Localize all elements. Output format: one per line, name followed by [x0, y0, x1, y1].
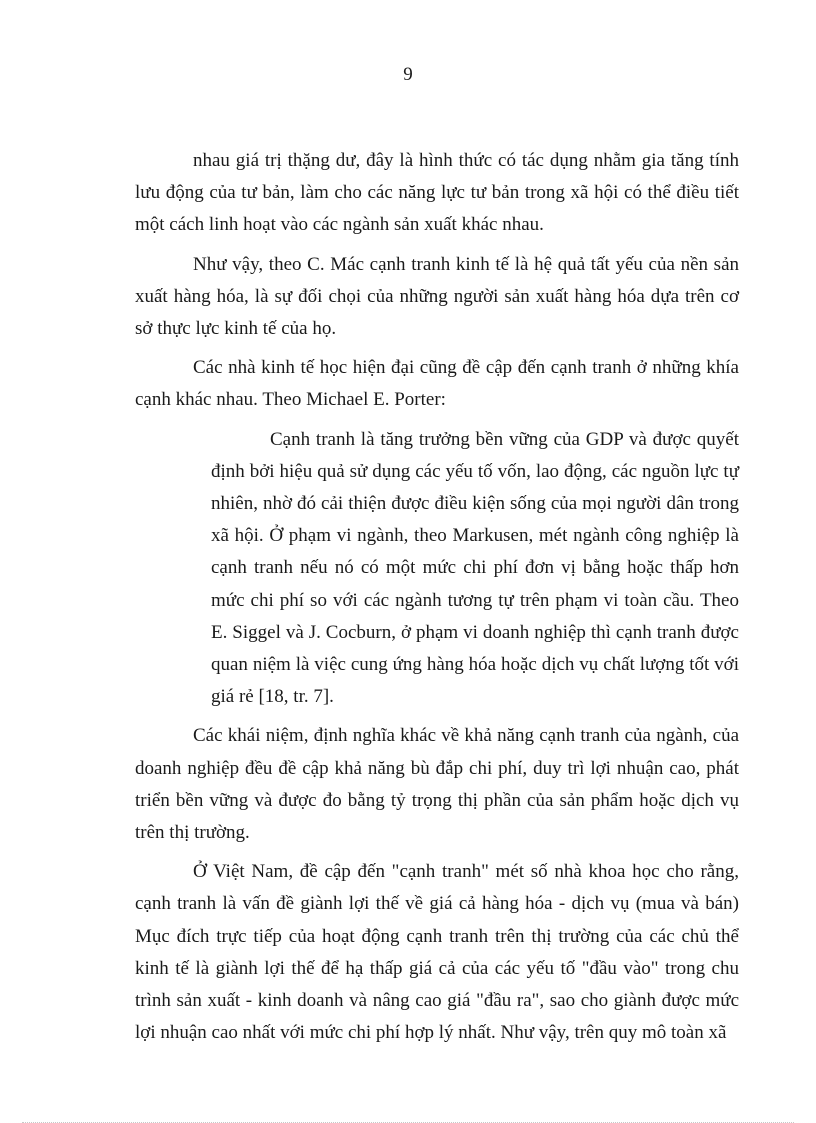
- paragraph-continued: nhau giá trị thặng dư, đây là hình thức có tác dụng nhằm gia tăng tính lưu động của tư bản, làm cho các năng lực tư bản trong xã hội có thể điều tiết một cách linh hoạt vào các ngành sản xuất khác nhau.: [135, 150, 739, 236]
- block-quote-porter: Cạnh tranh là tăng trưởng bền vững của GDP và được quyết định bởi hiệu quả sử dụng các yếu tố vốn, lao động, các nguồn lực tự nhiên, nhờ đó cải thiện được điều kiện sống của mọi người dân trong xã hội. Ở phạm vi ngành, theo Markusen, mét ngành công nghiệp là cạnh tranh nếu nó có một mức chi phí đơn vị bằng hoặc thấp hơn mức chi phí so với các ngành tương tự trên phạm vi toàn cầu. Theo E. Siggel và J. Cocburn, ở phạm vi doanh nghiệp thì cạnh tranh được quan niệm là việc cung ứng hàng hóa hoặc dịch vụ chất lượng tốt với giá rẻ [18, tr. 7].: [211, 428, 739, 708]
- paragraph-modern-economists: Các nhà kinh tế học hiện đại cũng đề cập đến cạnh tranh ở những khía cạnh khác nhau. Theo Michael E. Porter:: [135, 357, 739, 411]
- paragraph-definitions: Các khái niệm, định nghĩa khác về khả năng cạnh tranh của ngành, của doanh nghiệp đều đề cập khả năng bù đắp chi phí, duy trì lợi nhuận cao, phát triển bền vững và được đo bằng tỷ trọng thị phần của sản phẩm hoặc dịch vụ trên thị trường.: [135, 725, 739, 844]
- page-number: 9: [403, 64, 413, 85]
- paragraph-marx-competition: Như vậy, theo C. Mác cạnh tranh kinh tế là hệ quả tất yếu của nền sản xuất hàng hóa, là sự đối chọi của những người sản xuất hàng hóa dựa trên cơ sở thực lực kinh tế của họ.: [135, 253, 739, 340]
- document-body: [135, 145, 739, 1056]
- paragraph-vietnam: Ở Việt Nam, đề cập đến "cạnh tranh" mét số nhà khoa học cho rằng, cạnh tranh là vấn đề giành lợi thế về giá cả hàng hóa - dịch vụ (mua và bán) Mục đích trực tiếp của hoạt động cạnh tranh trên thị trường của các chủ thể kinh tế là giành lợi thế để hạ thấp giá cả của các yếu tố "đầu vào" trong chu trình sản xuất - kinh doanh và nâng cao giá "đầu ra", sao cho giành được mức lợi nhuận cao nhất với mức chi phí hợp lý nhất. Như vậy, trên quy mô toàn xã: [135, 861, 739, 1044]
